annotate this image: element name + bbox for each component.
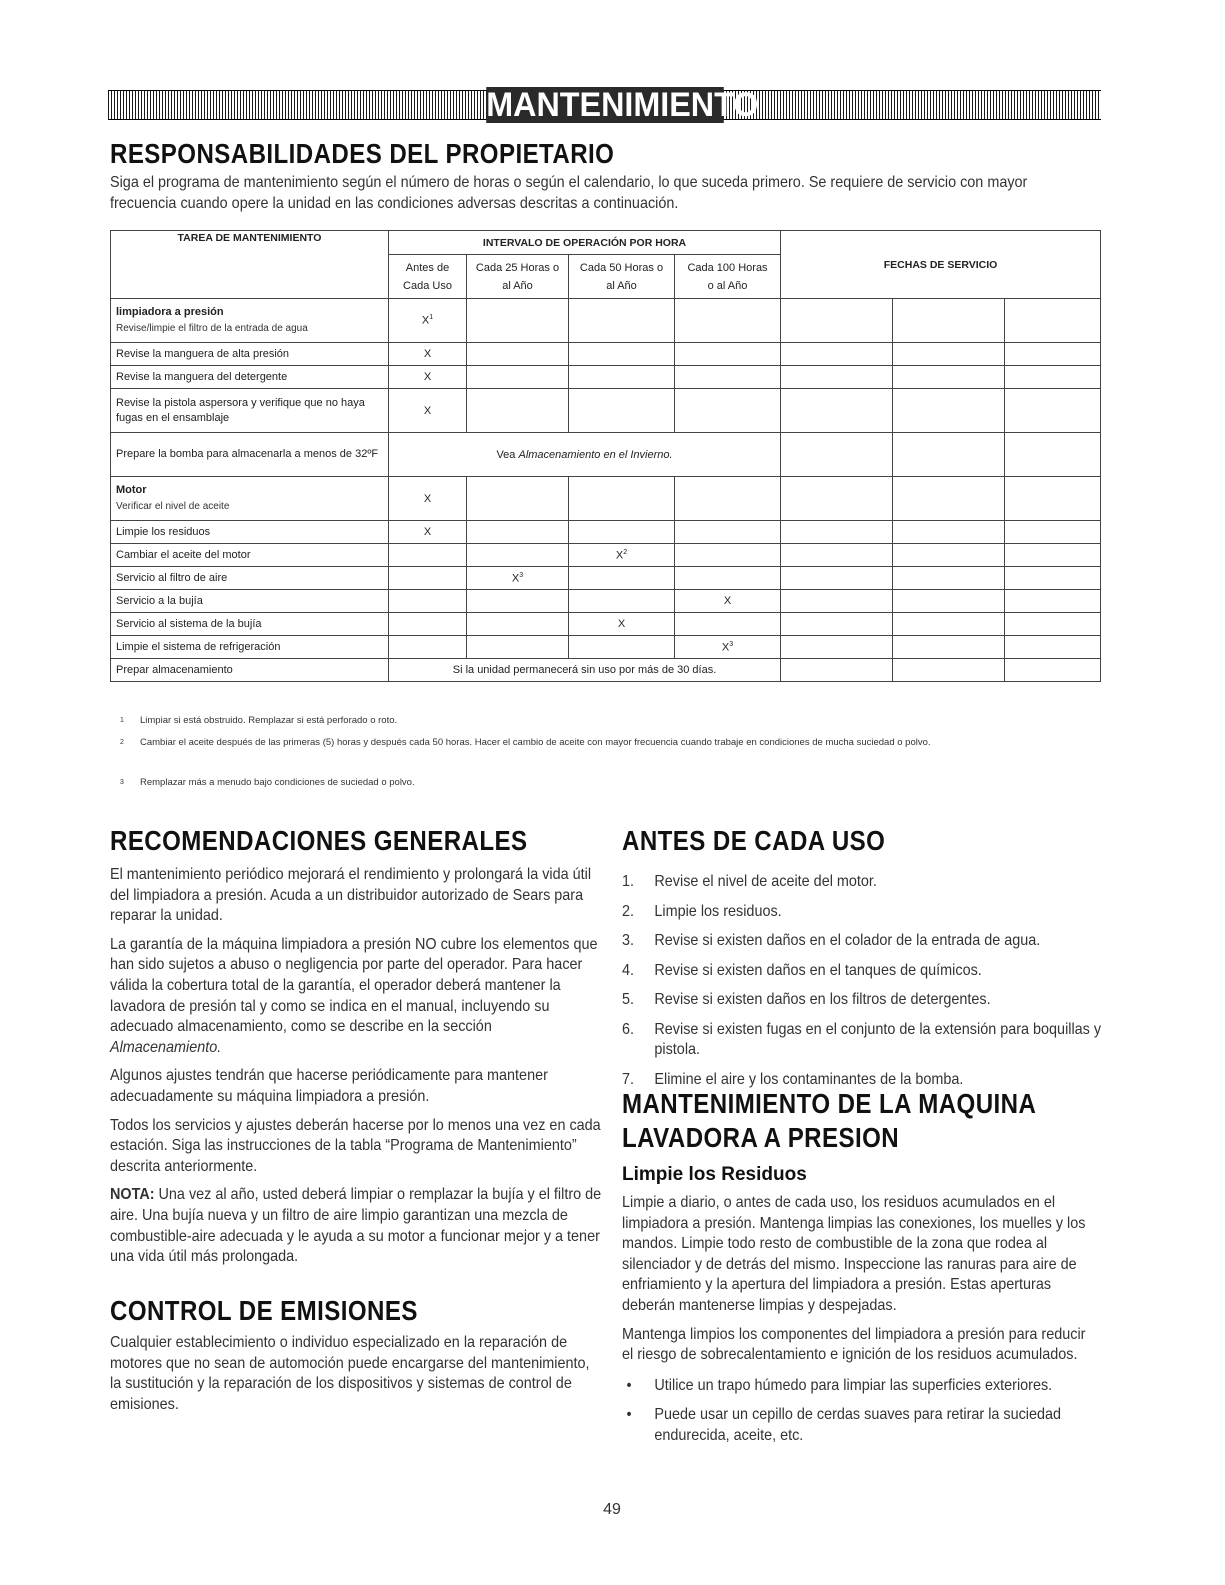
interval-25h: Cada 25 Horas o al Año <box>467 255 569 299</box>
title-banner <box>108 86 1101 124</box>
list-item: • Utilice un trapo húmedo para limpiar las superficies exteriores. <box>622 1376 1099 1397</box>
list-item: • Puede usar un cepillo de cerdas suaves para retirar la suciedad endurecida, aceite, etc. <box>622 1405 1099 1446</box>
table-row: Revise la manguera del detergente X <box>111 366 1101 389</box>
list-item: 4. Revise si existen daños en el tanques de químicos. <box>622 961 982 979</box>
footnote-1: 1 Limpiar si está obstruido. Remplazar si está perforado o roto. <box>120 715 398 726</box>
table-row: Revise la manguera de alta presión X <box>111 343 1101 366</box>
maintenance-table <box>110 230 1101 682</box>
list-item: 1. Revise el nivel de aceite del motor. <box>622 873 877 890</box>
machine-body: Limpie a diario, o antes de cada uso, los residuos acumulados en el limpiadora a presión. Mantenga limpias las conexiones, los muelles y los mandos. Limpie todo resto de combustible de la zona que rodea al silenciador y de detrás del mismo. Inspeccione las ranuras para aire de enfriamiento y la apertura del limpiadora a presión. Estas aperturas deberán mantenerse limpias y despejadas. Mantenga limpios los componentes del limpiadora a presión para reducir el riesgo de sobrecalentamiento e ignición de los residuos acumulados. • Utilice un trapo húmedo para limpiar las superficies exteriores. • Puede usar un cepillo de cerdas suaves para retirar la suciedad endurecida, aceite, etc. <box>622 1193 1099 1455</box>
owner-intro: Siga el programa de mantenimiento según el número de horas o según el calendario, lo que suceda primero. Se requiere de servicio con mayor frecuencia cuando opere la unidad en las condiciones adversas descritas a continuación. <box>110 174 1028 212</box>
list-item: 2. Limpie los residuos. <box>622 902 782 920</box>
general-heading: RECOMENDACIONES GENERALES <box>110 825 528 856</box>
section-motor: Motor <box>116 484 147 496</box>
header-dates: FECHAS DE SERVICIO <box>781 231 1101 299</box>
table-row: Prepare la bomba para almacenarla a menos de 32ºF Vea Almacenamiento en el Invierno. <box>111 433 1101 477</box>
page-number: 49 <box>603 1501 621 1518</box>
before-use-steps <box>622 872 1113 1099</box>
table-row: Servicio al sistema de la bujía X <box>111 613 1101 636</box>
interval-50h: Cada 50 Horas o al Año <box>569 255 675 299</box>
owner-heading: RESPONSABILIDADES DEL PROPIETARIO <box>110 138 615 169</box>
table-row: Cambiar el aceite del motor $X^2$ <box>111 544 1101 567</box>
note-label: NOTA: <box>110 1186 155 1204</box>
list-item: 3. Revise si existen daños en el colador de la entrada de agua. <box>622 932 1041 949</box>
table-row: Prepar almacenamiento Si la unidad permanecerá sin uso por más de 30 días. <box>111 659 1101 682</box>
table-row: Revise la pistola aspersora y verifique que no haya fugas en el ensamblaje X <box>111 389 1101 433</box>
table-row: Limpie el sistema de refrigeración $X^3$ <box>111 636 1101 659</box>
table-row: Servicio al filtro de aire $X^3$ <box>111 567 1101 590</box>
table-row: Motor Verificar el nivel de aceite X <box>111 477 1101 521</box>
list-item: 7. Elimine el aire y los contaminantes de la bomba. <box>622 1070 964 1088</box>
header-task: TAREA DE MANTENIMIENTO <box>111 231 389 299</box>
section-washer: limpiadora a presión <box>116 306 224 318</box>
table-row: limpiadora a presión Revise/limpie el filtro de la entrada de agua $X^1$ <box>111 299 1101 343</box>
machine-heading-line1: MANTENIMIENTO DE LA MAQUINA <box>622 1088 1037 1119</box>
list-item: 5. Revise si existen daños en los filtros de detergentes. <box>622 991 991 1008</box>
before-use-heading: ANTES DE CADA USO <box>622 825 886 856</box>
footnote-3: 3 Remplazar más a menudo bajo condiciones de suciedad o polvo. <box>120 777 415 788</box>
banner-title: MANTENIMIENTO <box>486 86 759 124</box>
table-row: Limpie los residuos X <box>111 521 1101 544</box>
interval-before-use: Antes de Cada Uso <box>389 255 467 299</box>
machine-heading-line2: LAVADORA A PRESION <box>622 1122 900 1153</box>
header-interval: INTERVALO DE OPERACIÓN POR HORA <box>389 231 781 255</box>
emissions-heading: CONTROL DE EMISIONES <box>110 1295 418 1326</box>
list-item: 6. Revise si existen fugas en el conjunto de la extensión para boquillas y pistola. <box>622 1020 1102 1058</box>
table-row: Servicio a la bujía X <box>111 590 1101 613</box>
machine-subheading: Limpie los Residuos <box>622 1164 807 1185</box>
general-body: El mantenimiento periódico mejorará el rendimiento y prolongará la vida útil del limpiadora a presión. Acuda a un distribuidor autorizado de Sears para reparar la unidad. La garantía de la máquina limpiadora a presión NO cubre los elementos que han sido sujetos a abuso o negligencia por parte del operador. Para hacer válida la cobertura total de la garantía, el operador deberá mantener la lavadora de presión tal y como se indica en el manual, incluyendo su adecuado almacenamiento, como se describe en la sección Almacenamiento. Algunos ajustes tendrán que hacerse periódicamente para mantener adecuadamente su máquina limpiadora a presión. Todos los servicios y ajustes deberán hacerse por lo menos una vez en cada estación. Siga las instrucciones de la tabla “Programa de Mantenimiento” descrita anteriormente. NOTA: Una vez al año, usted deberá limpiar o remplazar la bujía y el filtro de aire. Una bujía nueva y un filtro de aire limpio garantizan una mezcla de combustible-aire adecuada y le ayuda a su motor a funcionar mejor y a tener una vida útil más prolongada. <box>110 866 602 1266</box>
footnote-2: 2 Cambiar el aceite después de las primeras (5) horas y después cada 50 horas. Hacer el cambio de aceite con mayor frecuencia cuando trabaje en condiciones de mucha suciedad o polvo. <box>120 737 931 748</box>
emissions-body: Cualquier establecimiento o individuo especializado en la reparación de motores que no sean de automoción puede encargarse del mantenimiento, la sustitución y la reparación de los dispositivos y sistemas de control de emisiones. <box>110 1334 590 1413</box>
interval-100h: Cada 100 Horas o al Año <box>675 255 781 299</box>
